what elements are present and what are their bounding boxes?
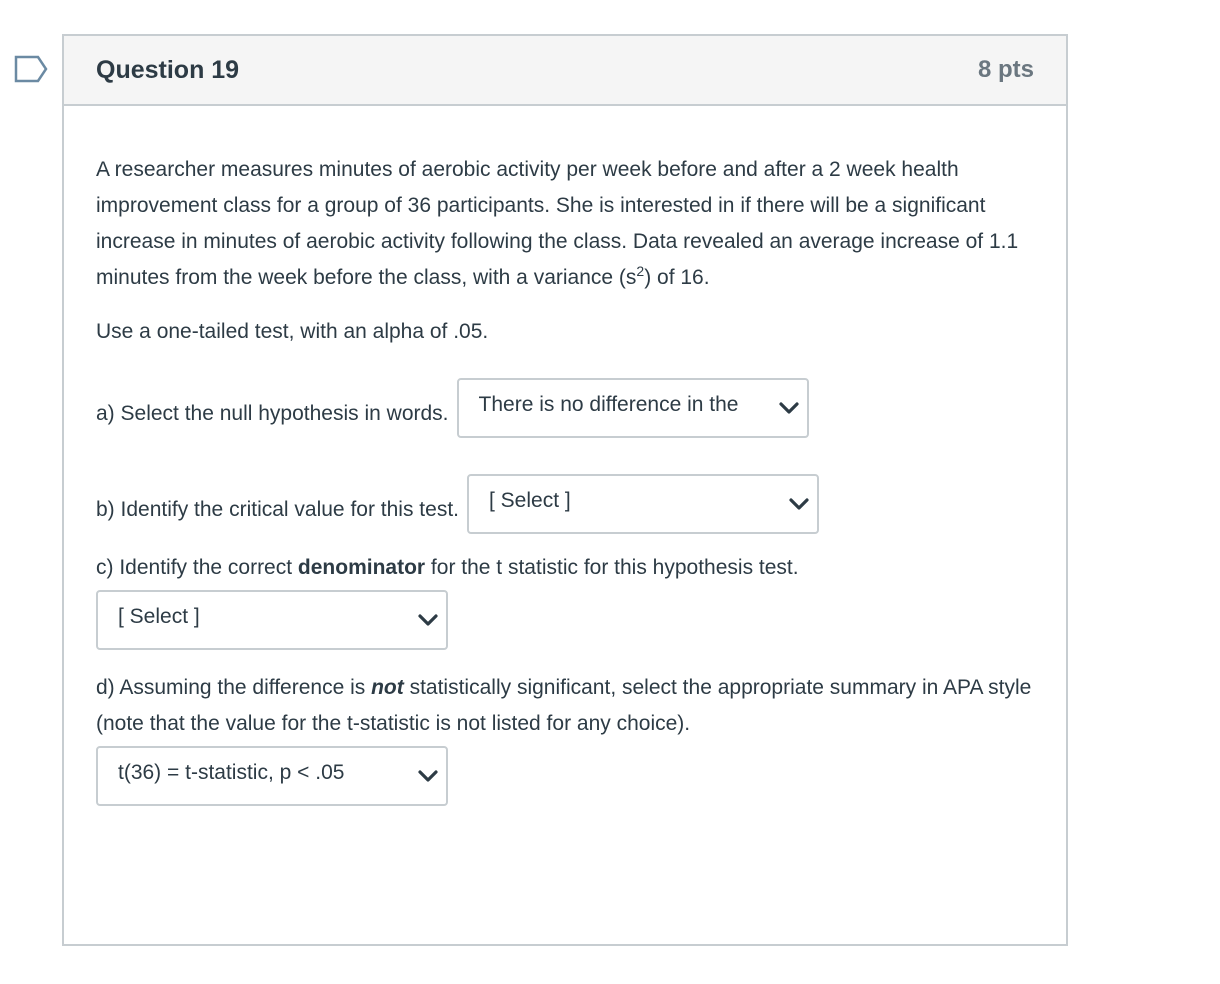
- chevron-down-icon: [418, 768, 438, 784]
- critical-value-value: [ Select ]: [489, 489, 571, 512]
- part-b-label: b) Identify the critical value for this test.: [96, 498, 459, 521]
- part-d-label-post: statistically significant, select the appropriate summary in APA style (note that the value for the t-statistic is not listed for any choice).: [96, 676, 1032, 735]
- denominator-select[interactable]: [96, 590, 448, 650]
- question-points: 8 pts: [977, 56, 1034, 83]
- question-intro: [96, 152, 1034, 296]
- denominator-value: [ Select ]: [118, 605, 200, 628]
- part-b-row: [96, 474, 1034, 550]
- intro-superscript: 2: [636, 263, 645, 279]
- flag-question-icon[interactable]: [14, 55, 48, 83]
- part-c-label: [96, 550, 1034, 586]
- part-d-label-pre: d) Assuming the difference is: [96, 676, 372, 699]
- null-hypothesis-value: There is no difference in the: [478, 393, 739, 416]
- chevron-down-icon: [418, 612, 438, 628]
- part-c-label-post: for the t statistic for this hypothesis test.: [425, 556, 799, 579]
- question-body: [64, 106, 1066, 806]
- part-d-label: [96, 670, 1034, 742]
- part-c-label-bold: denominator: [297, 556, 426, 579]
- intro-text-end: ) of 16.: [644, 266, 710, 289]
- apa-summary-value: t(36) = t-statistic, p < .05: [118, 761, 345, 784]
- intro-text: A researcher measures minutes of aerobic activity per week before and after a 2 week health improvement class for a group of 36 participants. She is interested in if there will be a significant increase in minutes of aerobic activity following the class. Data revealed an average increase of 1.1 minutes from the week before the class, with a variance (s: [96, 158, 1019, 289]
- alpha-instruction: Use a one-tailed test, with an alpha of .05.: [96, 320, 489, 343]
- chevron-down-icon: [779, 400, 799, 416]
- critical-value-select[interactable]: [467, 474, 819, 534]
- question-title: Question 19: [96, 55, 240, 84]
- null-hypothesis-select[interactable]: [457, 378, 809, 438]
- question-card: [62, 34, 1068, 946]
- part-d-label-emph: not: [371, 676, 404, 699]
- part-d-block: [96, 670, 1034, 806]
- part-a-row: [96, 378, 1034, 474]
- apa-summary-select[interactable]: [96, 746, 448, 806]
- chevron-down-icon: [789, 496, 809, 512]
- part-a-label: a) Select the null hypothesis in words.: [96, 402, 449, 425]
- part-c-label-pre: c) Identify the correct: [96, 556, 298, 579]
- part-c-block: [96, 550, 1034, 670]
- question-header: [64, 36, 1066, 106]
